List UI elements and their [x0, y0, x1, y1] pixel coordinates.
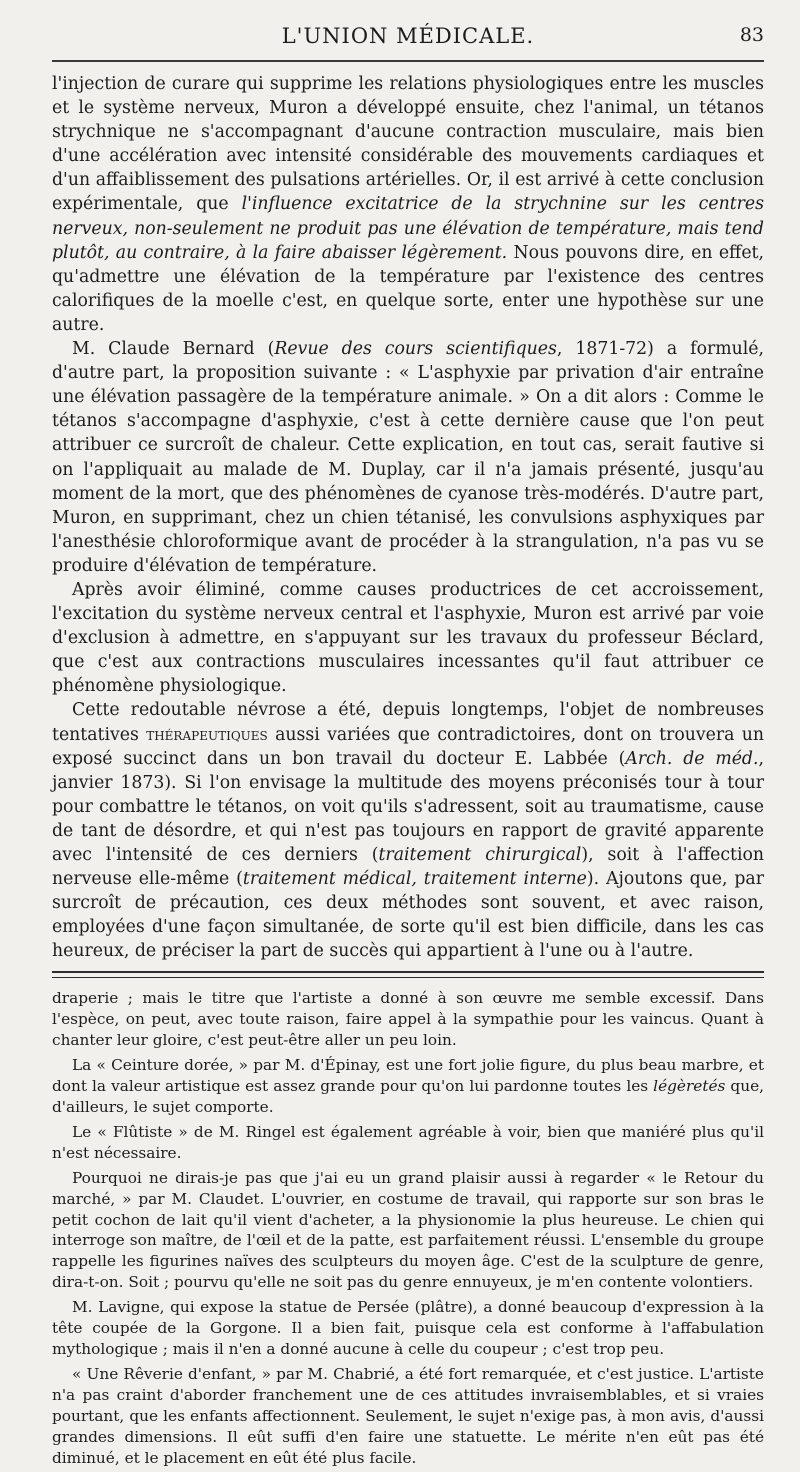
- text-run: , 1871-72) a formulé, d'autre part, la proposition suivante : « L'asphyxie par privation d'air entraîne une élévation passagère de la température animale. » On a dit alors : Comme le tétanos s'accompagne d'asphyxie, c'est à cette dernière cause que l'on peut attribuer ce surcroît de chaleur. Cette explication, en tout cas, serait fautive si on l'appliquait au malade de M. Duplay, car il n'a jamais présenté, jusqu'au moment de la mort, que des phénomènes de cyanose très-modérés. D'autre part, Muron, en supprimant, chez un chien tétanisé, les convulsions asphyxiques par l'anesthésie chloroformique avant de procéder à la strangulation, n'a pas vu se produire d'élévation de température.: [52, 339, 764, 576]
- text-run: Après avoir éliminé, comme causes productrices de cet accroissement, l'excitation du système nerveux central et l'asphyxie, Muron est arrivé par voie d'exclusion à admettre, en s'appuyant sur les travaux du professeur Béclard, que c'est aux contractions musculaires incessantes qu'il faut attribuer ce phénomène physiologique.: [52, 579, 764, 697]
- italic-run: traitement chirurgical: [378, 845, 582, 865]
- article-paragraph: [52, 337, 764, 578]
- article-paragraph: [52, 698, 764, 963]
- feuilleton-paragraph: [52, 1055, 764, 1118]
- text-run: thérapeutiques: [146, 724, 268, 745]
- text-run: draperie ; mais le titre que l'artiste a donné à son œuvre me semble excessif. Dans l'espèce, on peut, avec toute raison, faire appel à la sympathie pour les vaincus. Quant à chanter leur gloire, c'est peut-être aller un peu loin.: [52, 989, 764, 1050]
- text-run: M. Lavigne, qui expose la statue de Persée (plâtre), a donné beaucoup d'expression à la tête coupée de la Gorgone. Il a bien fait, puisque cela est conforme à l'affabulation mythologique ; mais il n'en a donné aucune à celle du coupeur ; c'est trop peu.: [52, 1298, 764, 1358]
- article-paragraph: [52, 578, 764, 698]
- feuilleton-paragraph: [52, 1122, 764, 1164]
- text-run: , janvier 1873). Si l'on envisage la multitude des moyens préconisés tour à tour pour combattre le tétanos, on voit qu'ils s'adressent, soit au traumatisme, cause de tant de désordre, et qui n'est pas toujours en rapport de gravité apparente avec l'intensité de ces derniers (: [52, 748, 764, 865]
- text-run: Nous pouvons dire, en effet, qu'admettre une élévation de la température par l'existence des centres calorifiques de la moelle c'est, en quelque sorte, enter une hypothèse sur une autre.: [52, 242, 764, 335]
- text-run: ). Ajoutons que, par surcroît de précaution, ces deux méthodes sont souvent, et avec raison, employées d'une façon simultanée, de sorte qu'il est bien difficile, dans les cas heureux, de préciser la part de succès qui appartient à l'une ou à l'autre.: [52, 869, 764, 962]
- feuilleton-paragraph: [52, 1168, 764, 1293]
- text-run: Cette redoutable névrose a été, depuis longtemps, l'objet de nombreuses tentatives: [52, 700, 764, 745]
- italic-run: Arch. de méd.: [625, 748, 759, 769]
- running-title: L'UNION MÉDICALE.: [281, 24, 535, 48]
- feuilleton-divider: [52, 971, 764, 978]
- feuilleton-paragraph: [52, 1364, 764, 1469]
- feuilleton: [52, 988, 764, 1468]
- italic-run: légèretés: [653, 1077, 726, 1096]
- text-run: M. Claude Bernard (: [72, 339, 275, 360]
- header-rule: [52, 60, 764, 62]
- page: [52, 22, 764, 1472]
- feuilleton-paragraph: [52, 1297, 764, 1360]
- text-run: l'injection de curare qui supprime les relations physiologiques entre les muscles et le système nerveux, Muron a développé ensuite, chez l'animal, un tétanos strychnique ne s'accompagnant d'aucune contraction musculaire, mais bien d'une accélération avec intensité considérable des mouvements cardiaques et d'un affaiblissement des pulsations artérielles. Or, il est arrivé à cette conclusion expérimentale, que: [52, 74, 764, 215]
- text-run: ), soit à l'affection nerveuse elle-même (: [52, 845, 764, 890]
- text-run: que, d'ailleurs, le sujet comporte.: [52, 1077, 764, 1116]
- italic-run: traitement médical, traitement interne: [242, 869, 587, 890]
- page-number: 83: [739, 24, 764, 46]
- text-run: Le « Flûtiste » de M. Ringel est également agréable à voir, bien que maniéré plus qu'il n'est nécessaire.: [52, 1122, 764, 1162]
- italic-run: l'influence excitatrice de la strychnine sur les centres nerveux, non-seulement ne produit pas une élévation de température, mais tend plutôt, au contraire, à la faire abaisser légèrement.: [52, 194, 764, 263]
- text-run: La « Ceinture dorée, » par M. d'Épinay, est une fort jolie figure, du plus beau marbre, et dont la valeur artistique est assez grande pour qu'on lui pardonne toutes les: [52, 1056, 764, 1096]
- italic-run: Revue des cours scientifiques: [274, 339, 557, 360]
- text-run: aussi variées que contradictoires, dont on trouvera un exposé succinct dans un bon travail du docteur E. Labbée (: [52, 724, 764, 769]
- article-paragraph: [52, 72, 764, 337]
- running-head: [52, 22, 764, 50]
- text-run: « Une Rêverie d'enfant, » par M. Chabrié, a été fort remarquée, et c'est justice. L'artiste n'a pas craint d'aborder franchement une de ces attitudes invraisemblables, et si vraies pourtant, que les enfants affectionnent. Seulement, le sujet n'exige pas, à mon avis, d'aussi grandes dimensions. Il eût suffi d'en faire une statuette. Le mérite n'en eût pas été diminué, et le placement en eût été plus facile.: [52, 1364, 764, 1467]
- text-run: Pourquoi ne dirais-je pas que j'ai eu un grand plaisir aussi à regarder « le Retour du marché, » par M. Claudet. L'ouvrier, en costume de travail, qui rapporte sur son bras le petit cochon de lait qu'il vient d'acheter, a la physionomie la plus heureuse. Le chien qui interroge son maître, de l'œil et de la patte, est parfaitement réussi. L'ensemble du groupe rappelle les figurines naïves des sculpteurs du moyen âge. C'est de la sculpture de genre, dira-t-on. Soit ; pourvu qu'elle ne soit pas du genre ennuyeux, je m'en contente volontiers.: [52, 1168, 764, 1292]
- article-body: [52, 72, 764, 963]
- feuilleton-paragraph: [52, 988, 764, 1051]
